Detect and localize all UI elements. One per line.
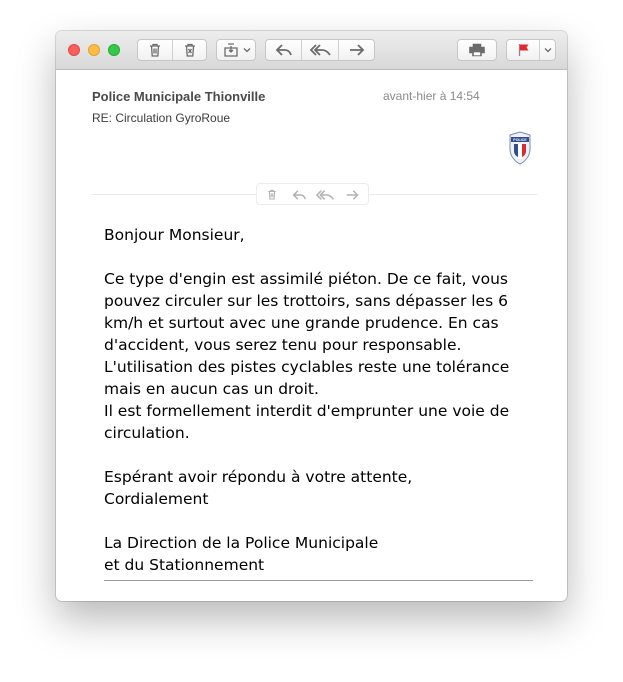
body-line: circulation. bbox=[104, 424, 190, 442]
body-line: km/h et surtout avec une grande prudence. En cas bbox=[104, 314, 499, 332]
signature-line: La Direction de la Police Municipale bbox=[104, 534, 379, 552]
signature-line: et du Stationnement bbox=[104, 556, 265, 574]
police-badge-avatar bbox=[508, 131, 532, 165]
closing-line: Cordialement bbox=[104, 490, 209, 508]
trash-icon[interactable] bbox=[266, 188, 278, 206]
reply-group bbox=[265, 39, 375, 61]
trash-icon[interactable] bbox=[147, 42, 163, 58]
body-line: pouvez circuler sur les trottoirs, sans dépasser les 6 bbox=[104, 292, 508, 310]
move-button[interactable] bbox=[216, 39, 256, 61]
toolbar bbox=[56, 31, 567, 70]
minimize-window-button[interactable] bbox=[88, 44, 100, 56]
reply-all-icon[interactable] bbox=[310, 43, 332, 57]
body-line: d'accident, vous serez tenu pour responsable. bbox=[104, 336, 462, 354]
printer-icon bbox=[468, 43, 486, 57]
message-view bbox=[56, 70, 567, 601]
body-line: mais en aucun cas un droit. bbox=[104, 380, 319, 398]
zoom-window-button[interactable] bbox=[108, 44, 120, 56]
delete-junk-group bbox=[137, 39, 207, 61]
flag-button[interactable] bbox=[506, 39, 556, 61]
body-line: L'utilisation des pistes cyclables reste une tolérance bbox=[104, 358, 510, 376]
badge-text: POLICE bbox=[513, 138, 527, 142]
sender-name[interactable]: Police Municipale Thionville bbox=[92, 89, 266, 104]
inline-actions bbox=[256, 183, 369, 205]
message-date: avant-hier à 14:54 bbox=[383, 89, 480, 103]
mail-window bbox=[56, 31, 567, 601]
forward-icon[interactable] bbox=[348, 43, 366, 57]
reply-all-icon[interactable] bbox=[316, 188, 335, 206]
body-line: Ce type d'engin est assimilé piéton. De ce fait, vous bbox=[104, 270, 508, 288]
print-button[interactable] bbox=[457, 39, 497, 61]
message-body bbox=[104, 224, 534, 576]
chevron-down-icon bbox=[544, 46, 552, 54]
reply-icon[interactable] bbox=[292, 188, 307, 206]
body-line: Il est formellement interdit d'emprunter une voie de bbox=[104, 402, 510, 420]
chevron-down-icon bbox=[243, 46, 251, 54]
junk-icon[interactable] bbox=[182, 42, 198, 58]
forward-icon[interactable] bbox=[345, 188, 360, 206]
reply-icon[interactable] bbox=[275, 43, 293, 57]
close-window-button[interactable] bbox=[68, 44, 80, 56]
archive-box-icon bbox=[223, 43, 239, 58]
message-subject: RE: Circulation GyroRoue bbox=[92, 111, 231, 125]
greeting: Bonjour Monsieur, bbox=[104, 226, 245, 244]
flag-icon bbox=[518, 43, 530, 57]
signature-rule bbox=[104, 580, 533, 581]
closing-line: Espérant avoir répondu à votre attente, bbox=[104, 468, 413, 486]
